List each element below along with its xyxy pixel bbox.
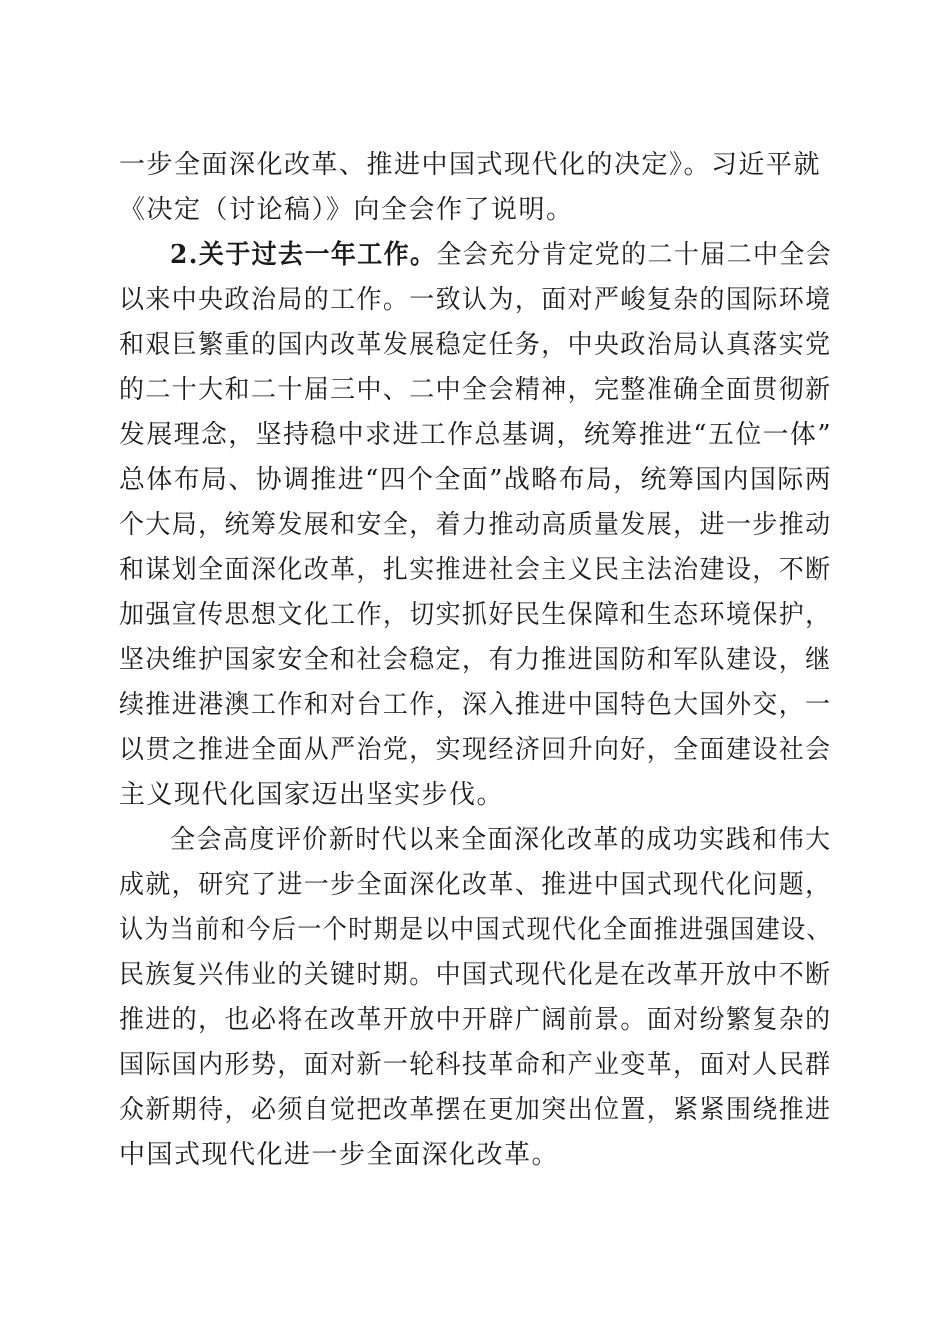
text-line: 以贯之推进全面从严治党，实现经济回升向好，全面建设社会 xyxy=(119,735,832,765)
text-line: 民族复兴伟业的关键时期。中国式现代化是在改革开放中不断 xyxy=(119,960,832,990)
text-line: 加强宣传思想文化工作，切实抓好民生保障和生态环境保护， xyxy=(119,600,832,630)
text-line: 和艰巨繁重的国内改革发展稳定任务，中央政治局认真落实党 xyxy=(119,330,832,360)
text-line: 发展理念，坚持稳中求进工作总基调，统筹推进“五位一体” xyxy=(119,420,833,450)
text-line: 中国式现代化进一步全面深化改革。 xyxy=(119,1140,560,1170)
paragraph-first-line: 全会高度评价新时代以来全面深化改革的成功实践和伟大 xyxy=(170,825,832,855)
text-line: 续推进港澳工作和对台工作，深入推进中国特色大国外交，一 xyxy=(119,690,832,720)
text-line: 总体布局、协调推进“四个全面”战略布局，统筹国内国际两 xyxy=(119,465,833,495)
text-line: 推进的，也必将在改革开放中开辟广阔前景。面对纷繁复杂的 xyxy=(119,1005,832,1035)
text-line: 众新期待，必须自觉把改革摆在更加突出位置，紧紧围绕推进 xyxy=(119,1095,832,1125)
section-heading-line xyxy=(170,240,832,270)
text-line: 坚决维护国家安全和社会稳定，有力推进国防和军队建设，继 xyxy=(119,645,832,675)
text-line: 成就，研究了进一步全面深化改革、推进中国式现代化问题， xyxy=(119,870,832,900)
text-line: 《决定（讨论稿）》向全会作了说明。 xyxy=(119,195,574,225)
text-line: 一步全面深化改革、推进中国式现代化的决定》。习近平就 xyxy=(119,150,822,180)
text-line: 和谋划全面深化改革，扎实推进社会主义民主法治建设，不断 xyxy=(119,555,832,585)
section-heading-continuation: 全会充分肯定党的二十届二中全会 xyxy=(436,240,833,270)
text-line: 国际国内形势，面对新一轮科技革命和产业变革，面对人民群 xyxy=(119,1050,832,1080)
text-line: 个大局，统筹发展和安全，着力推动高质量发展，进一步推动 xyxy=(119,510,832,540)
text-line: 的二十大和二十届三中、二中全会精神，完整准确全面贯彻新 xyxy=(119,375,832,405)
text-line: 主义现代化国家迈出坚实步伐。 xyxy=(119,780,505,810)
text-line: 认为当前和今后一个时期是以中国式现代化全面推进强国建设、 xyxy=(119,915,833,945)
section-heading: 2.关于过去一年工作。 xyxy=(170,240,437,270)
text-line: 以来中央政治局的工作。一致认为，面对严峻复杂的国际环境 xyxy=(119,285,832,315)
